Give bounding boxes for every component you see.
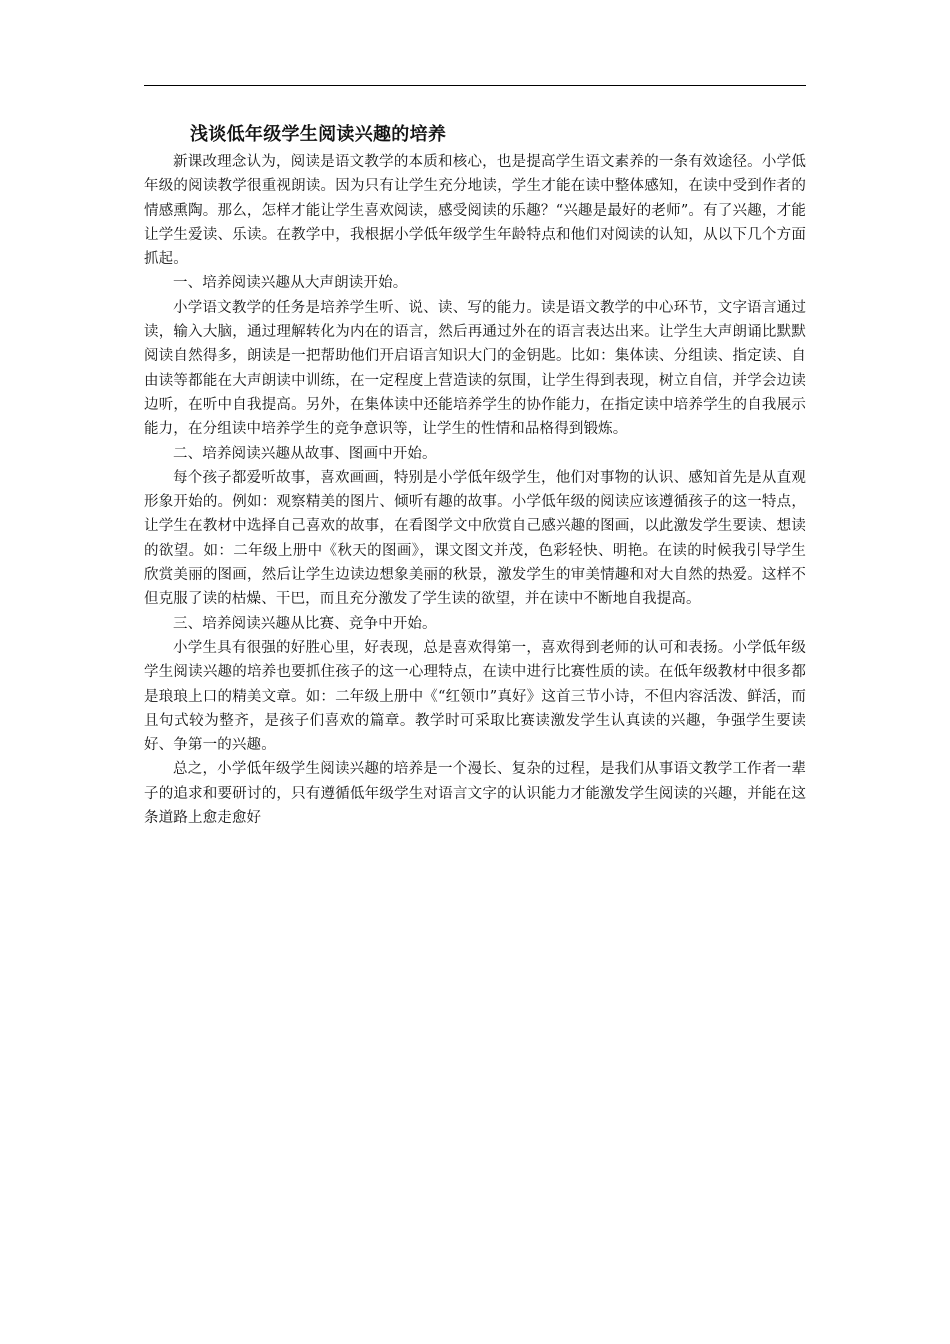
intro-paragraph: 新课改理念认为，阅读是语文教学的本质和核心，也是提高学生语文素养的一条有效途径。小学低年级的阅读教学很重视朗读。因为只有让学生充分地读，学生才能在读中整体感知，在读中受到作者的情感熏陶。那么，怎样才能让学生喜欢阅读，感受阅读的乐趣？“兴趣是最好的老师”。有了兴趣，才能让学生爱读、乐读。在教学中，我根据小学低年级学生年龄特点和他们对阅读的认知，从以下几个方面抓起。 <box>144 154 806 268</box>
header-rule <box>144 85 806 86</box>
section-1-paragraph: 小学语文教学的任务是培养学生听、说、读、写的能力。读是语文教学的中心环节，文字语言通过读，输入大脑，通过理解转化为内在的语言，然后再通过外在的语言表达出来。让学生大声朗诵比默默阅读自然得多，朗读是一把帮助他们开启语言知识大门的金钥匙。比如：集体读、分组读、指定读、自由读等都能在大声朗读中训练，在一定程度上营造读的氛围，让学生得到表现，树立自信，并学会边读边听，在听中自我提高。另外，在集体读中还能培养学生的协作能力，在指定读中培养学生的自我展示能力，在分组读中培养学生的竞争意识等，让学生的性情和品格得到锻炼。 <box>144 299 806 438</box>
section-heading-1: 一、培养阅读兴趣从大声朗读开始。 <box>173 275 408 292</box>
section-3-paragraph: 小学生具有很强的好胜心里，好表现，总是喜欢得第一，喜欢得到老师的认可和表扬。小学低年级学生阅读兴趣的培养也要抓住孩子的这一心理特点，在读中进行比赛性质的读。在低年级教材中很多都是琅琅上口的精美文章。如：二年级上册中《“红领巾”真好》这首三节小诗，不但内容活泼、鲜活，而且句式较为整齐，是孩子们喜欢的篇章。教学时可采取比赛读激发学生认真读的兴趣，争强学生要读好、争第一的兴趣。 <box>144 639 806 754</box>
document-body <box>144 120 806 830</box>
section-heading-2: 二、培养阅读兴趣从故事、图画中开始。 <box>173 445 437 462</box>
section-heading-3: 三、培养阅读兴趣从比赛、竞争中开始。 <box>173 615 437 632</box>
conclusion-paragraph: 总之，小学低年级学生阅读兴趣的培养是一个漫长、复杂的过程，是我们从事语文教学工作者一辈子的追求和要研讨的，只有遵循低年级学生对语言文字的认识能力才能激发学生阅读的兴趣，并能在这条道路上愈走愈好 <box>144 761 806 827</box>
document-title: 浅谈低年级学生阅读兴趣的培养 <box>190 124 447 145</box>
section-2-paragraph: 每个孩子都爱听故事，喜欢画画，特别是小学低年级学生，他们对事物的认识、感知首先是从直观形象开始的。例如：观察精美的图片、倾听有趣的故事。小学低年级的阅读应该遵循孩子的这一特点，让学生在教材中选择自己喜欢的故事，在看图学文中欣赏自己感兴趣的图画，以此激发学生要读、想读的欲望。如：二年级上册中《秋天的图画》，课文图文并茂，色彩轻快、明艳。在读的时候我引导学生欣赏美丽的图画，然后让学生边读边想象美丽的秋景，激发学生的审美情趣和对大自然的热爱。这样不但克服了读的枯燥、干巴，而且充分激发了学生读的欲望，并在读中不断地自我提高。 <box>144 469 806 608</box>
